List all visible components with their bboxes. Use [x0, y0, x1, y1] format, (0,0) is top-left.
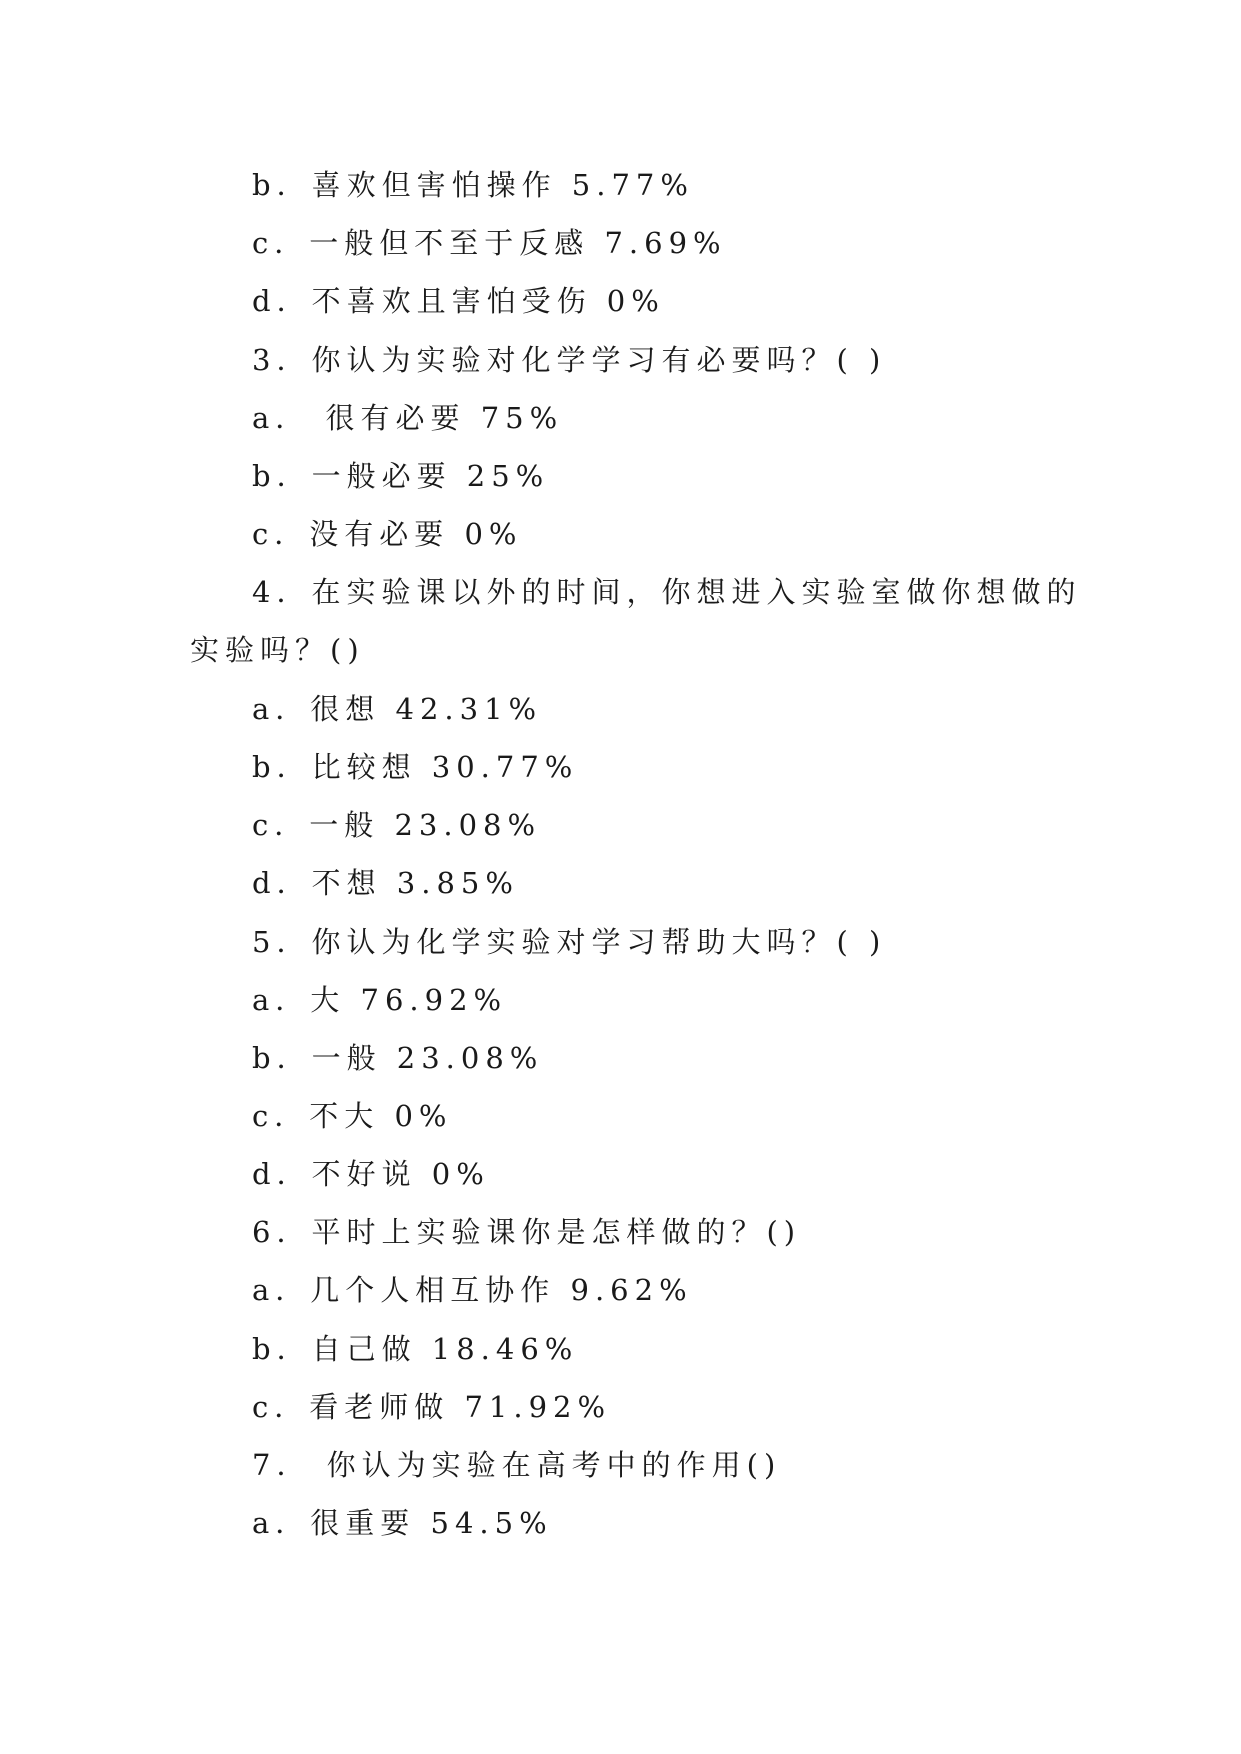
answer-5c: c．不大 0% — [252, 1099, 453, 1133]
question-7: 7． 你认为实验在高考中的作用() — [252, 1448, 782, 1482]
answer-2c: c．一般但不至于反感 7.69% — [252, 226, 727, 260]
answer-5a: a．大 76.92% — [252, 983, 508, 1017]
answer-2d: d．不喜欢且害怕受伤 0% — [252, 284, 665, 318]
question-3: 3．你认为实验对化学学习有必要吗？( ) — [252, 343, 887, 377]
answer-3a: a． 很有必要 75% — [252, 401, 564, 435]
question-5: 5．你认为化学实验对学习帮助大吗？( ) — [252, 925, 887, 959]
answer-4c: c．一般 23.08% — [252, 808, 542, 842]
question-4-line-2: 实验吗？() — [190, 633, 365, 667]
answer-4d: d．不想 3.85% — [252, 866, 519, 900]
answer-4a: a．很想 42.31% — [252, 692, 543, 726]
answer-5d: d．不好说 0% — [252, 1157, 490, 1191]
answer-6a: a．几个人相互协作 9.62% — [252, 1273, 693, 1307]
answer-2b: b．喜欢但害怕操作 5.77% — [252, 168, 694, 202]
answer-6c: c．看老师做 71.92% — [252, 1390, 612, 1424]
answer-3c: c．没有必要 0% — [252, 517, 523, 551]
answer-4b: b．比较想 30.77% — [252, 750, 579, 784]
answer-3b: b．一般必要 25% — [252, 459, 550, 493]
answer-7a: a．很重要 54.5% — [252, 1506, 553, 1540]
question-6: 6．平时上实验课你是怎样做的？() — [252, 1215, 802, 1249]
answer-5b: b．一般 23.08% — [252, 1041, 544, 1075]
answer-6b: b．自己做 18.46% — [252, 1332, 579, 1366]
question-4-line-1: 4．在实验课以外的时间，你想进入实验室做你想做的 — [252, 575, 1082, 609]
